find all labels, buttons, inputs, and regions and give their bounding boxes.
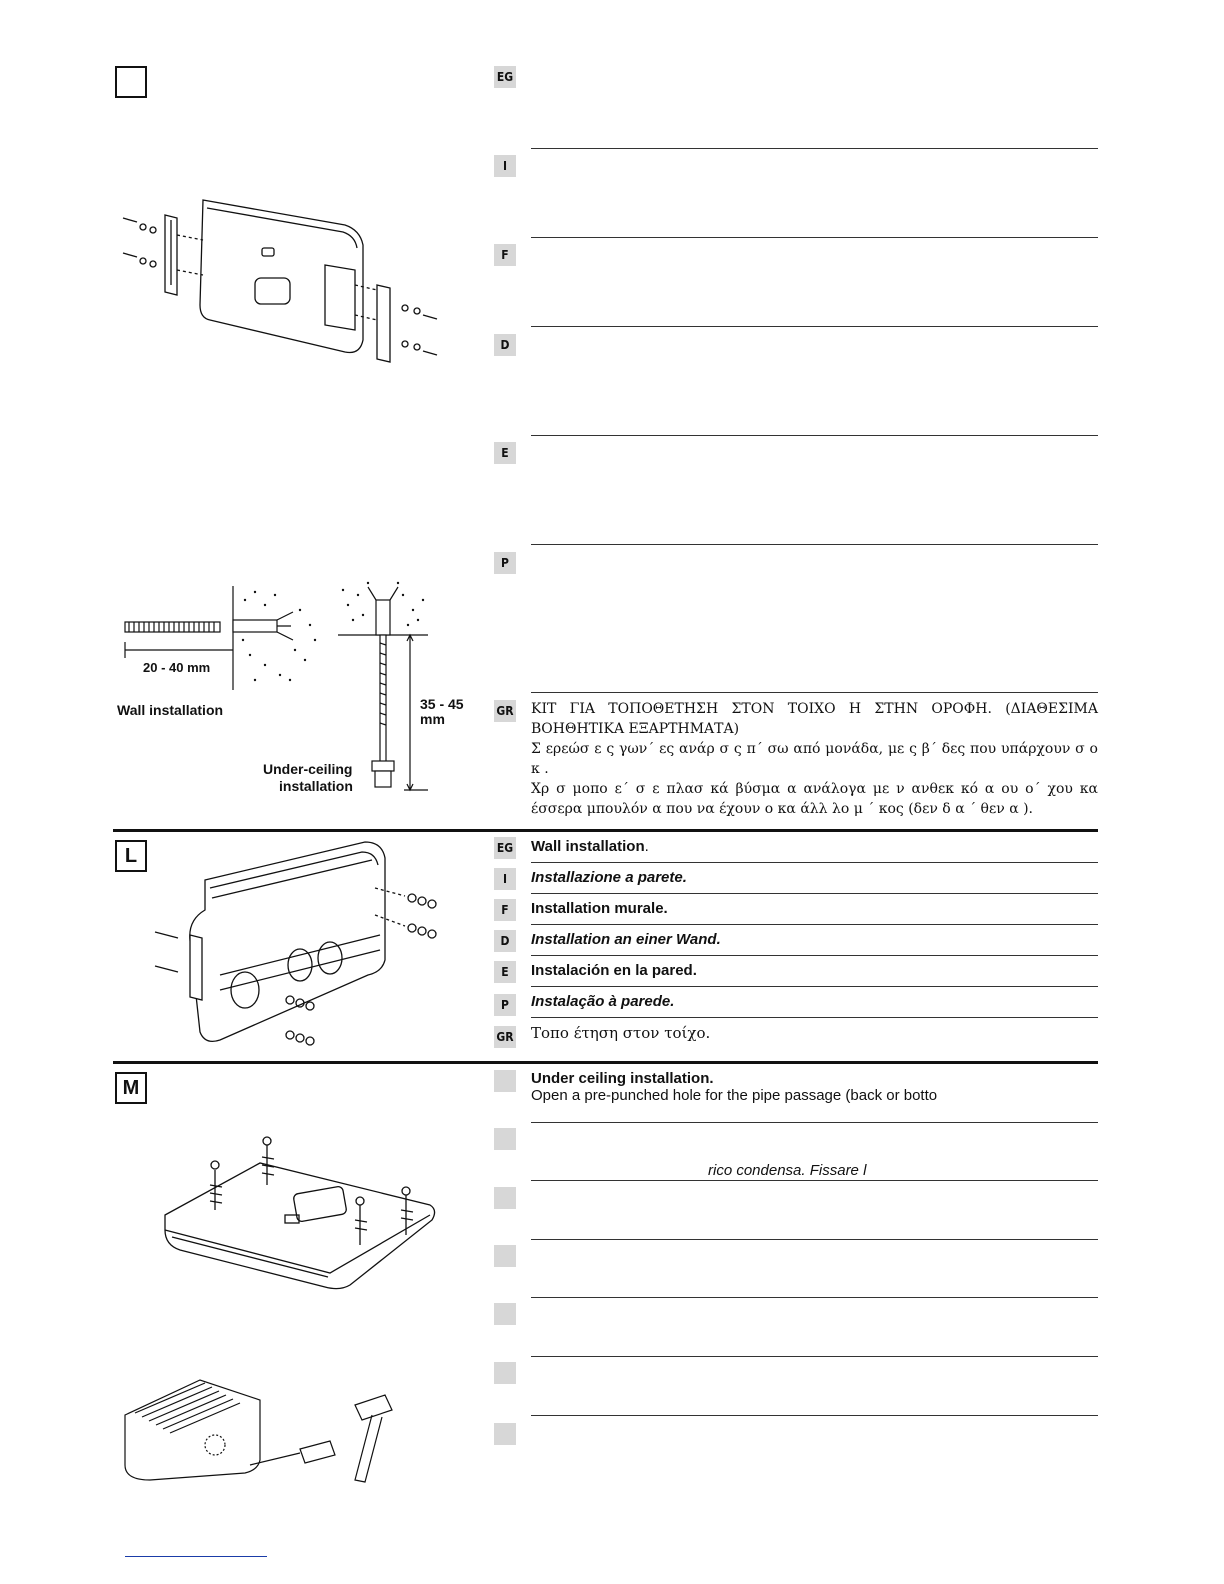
section-divider — [113, 829, 1098, 832]
gr-kit-line-2: Χρ σ μοπο ε΄ σ ε πλασ κά βύσμα α ανάλογα με ν ανθεκ κό α ου ο΄ χου κα έσσερα μπουλόν α που να έχουν ο κα άλλ λο μ ΄ κος (δεν δ α ΄ θεν α ). — [531, 781, 1098, 817]
divider — [531, 435, 1098, 436]
ceiling-dimension-label-2: mm — [420, 711, 445, 727]
wall-installation-d: Installation an einer Wand. — [531, 931, 721, 948]
ceiling-installation-caption-2: installation — [279, 778, 353, 794]
footer-rule — [125, 1556, 267, 1557]
lang-code-blank — [494, 1362, 516, 1384]
lang-code-blank — [494, 1245, 516, 1267]
section-k-box — [115, 66, 147, 98]
lang-code-blank — [494, 1187, 516, 1209]
section-divider — [113, 1061, 1098, 1064]
lang-code-p: P — [494, 994, 516, 1016]
divider — [531, 1180, 1098, 1181]
divider — [531, 1297, 1098, 1298]
ceiling-dimension-label-1: 35 - 45 — [420, 696, 464, 712]
lang-code-i: I — [494, 868, 516, 890]
row-suffix: . — [644, 838, 649, 855]
lang-code-f: F — [494, 244, 516, 266]
wall-installation-eg — [531, 837, 1098, 856]
lang-code-i: I — [494, 155, 516, 177]
lang-code-e: E — [494, 961, 516, 983]
lang-code-gr: GR — [494, 1026, 516, 1048]
gr-kit-title: ΚΙΤ ΓΙΑ ΤΟΠΟΘΕΤΗΣΗ ΣΤΟΝ ΤΟΙΧΟ Η ΣΤΗΝ ΟΡΟΦΗ. (ΔΙΑΘΕΣΙΜΑ ΒΟΗΘΗΤΙΚΑ ΕΞΑΡΤΗΜΑΤΑ) — [531, 701, 1098, 737]
lang-code-eg: EG — [494, 66, 516, 88]
under-ceiling-line-1: Open a pre-punched hole for the pipe passage (back or botto — [531, 1087, 938, 1104]
wall-installation-illustration — [150, 840, 450, 1055]
wall-installation-p: Instalação à parede. — [531, 993, 675, 1010]
lang-code-d: D — [494, 930, 516, 952]
wall-bracket-illustration — [115, 190, 445, 370]
lang-code-f: F — [494, 899, 516, 921]
lang-code-blank — [494, 1303, 516, 1325]
divider — [531, 692, 1098, 693]
lang-code-e: E — [494, 442, 516, 464]
section-m-box: M — [115, 1072, 147, 1104]
wall-installation-i: Installazione a parete. — [531, 869, 687, 886]
gr-kit-line-1: Σ ερεώσ ε ς γων΄ ες ανάρ σ ς π΄ σω από μονάδα, με ς β΄ δες που υπάρχουν σ ο κ . — [531, 741, 1098, 777]
row-text: Wall installation — [531, 838, 645, 855]
lang-code-blank — [494, 1423, 516, 1445]
lang-code-d: D — [494, 334, 516, 356]
divider — [531, 955, 1098, 956]
wall-dimension-label: 20 - 40 mm — [143, 660, 211, 675]
wall-installation-caption: Wall installation — [117, 702, 224, 718]
divider — [531, 986, 1098, 987]
divider — [531, 237, 1098, 238]
lang-code-p: P — [494, 552, 516, 574]
wall-installation-gr: Τοπο έτηση στον τοίχο. — [531, 1024, 711, 1042]
divider — [531, 1415, 1098, 1416]
section-l-box: L — [115, 840, 147, 872]
divider — [531, 148, 1098, 149]
divider — [531, 544, 1098, 545]
divider — [531, 893, 1098, 894]
tools-illustration — [120, 1375, 410, 1485]
under-ceiling-i-fragment: rico condensa. Fissare l — [708, 1162, 867, 1179]
divider — [531, 1356, 1098, 1357]
divider — [531, 924, 1098, 925]
lang-code-eg: EG — [494, 837, 516, 859]
lang-code-blank — [494, 1070, 516, 1092]
lang-code-blank — [494, 1128, 516, 1150]
wall-installation-e: Instalación en la pared. — [531, 962, 697, 979]
under-ceiling-title: Under ceiling installation. — [531, 1070, 714, 1087]
divider — [531, 1017, 1098, 1018]
ceiling-installation-caption-1: Under-ceiling — [263, 761, 353, 777]
divider — [531, 326, 1098, 327]
ceiling-installation-illustration — [160, 1135, 440, 1295]
lang-code-gr: GR — [494, 700, 516, 722]
divider — [531, 862, 1098, 863]
divider — [531, 1122, 1098, 1123]
wall-anchor-drawing — [115, 580, 325, 695]
divider — [531, 1239, 1098, 1240]
wall-installation-f: Installation murale. — [531, 900, 668, 917]
